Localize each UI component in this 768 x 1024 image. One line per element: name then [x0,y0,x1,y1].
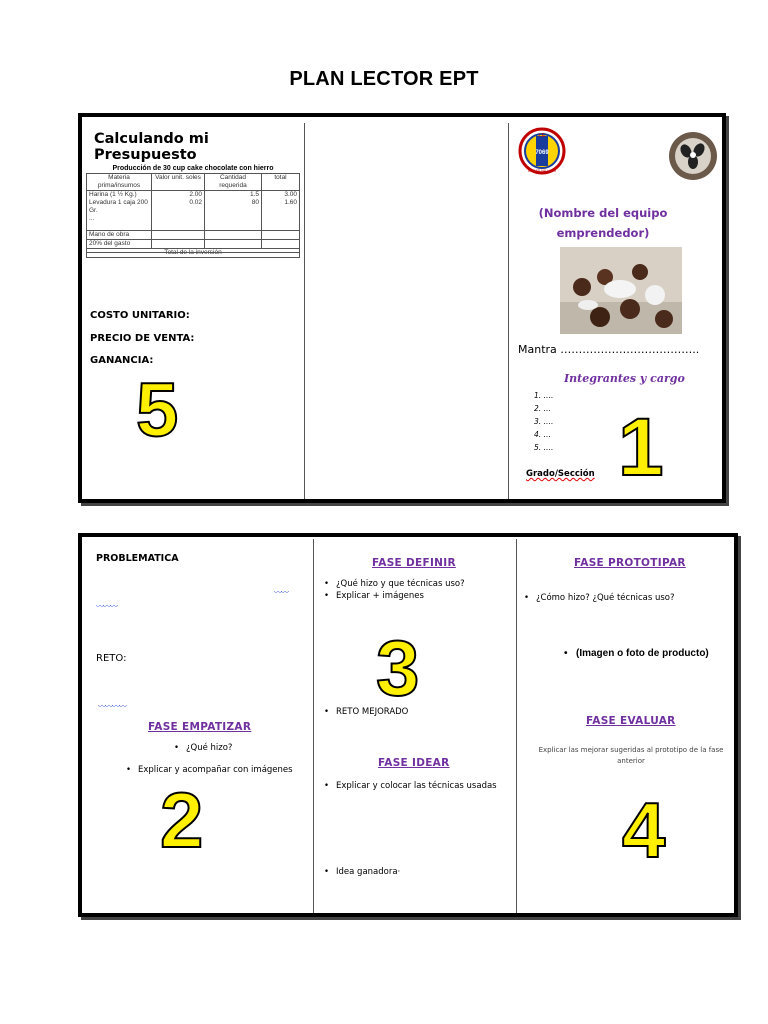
list-item: • Explicar y colocar las técnicas usadas [324,781,497,791]
budget-table [86,173,300,258]
header-materia: Materia prima/insumos [87,174,152,191]
list-item: 4. … [534,430,552,439]
number-one: 1 [618,402,664,493]
table-cell: 3.00 1.60 [262,191,300,231]
reto-mejorado: • RETO MEJORADO [324,707,408,717]
problem-label: PROBLEMATICA [96,553,179,564]
svg-text:I.E: I.E [538,133,546,139]
list-item: 1. …. [534,391,554,400]
table-cell: Mano de obra [87,231,152,240]
idear-title: FASE IDEAR [378,757,450,769]
table-cell: 20% del gasto [87,240,152,249]
product-photo [560,247,682,334]
list-item: • ¿Qué hizo y que técnicas uso? [324,579,465,589]
emprendimiento-logo [668,131,718,181]
table-cell: Harina (1 ½ Kg.) Levadura 1 caja 200 Gr. ... [87,191,152,231]
budget-subtitle: Producción de 30 cup cake chocolate con hierro [112,165,274,172]
grade-label: Grado/Sección [526,469,595,479]
reto-label: RETO: [96,653,127,664]
evaluar-title: FASE EVALUAR [586,715,676,727]
prototipar-title: FASE PROTOTIPAR [574,557,686,569]
team-name: (Nombre del equipo emprendedor) [538,206,668,240]
definir-title: FASE DEFINIR [372,557,456,569]
number-two: 2 [160,776,204,864]
list-item: 3. …. [534,417,554,426]
evaluar-text: Explicar las mejorar sugeridas al prototipo de la fase anterior [538,746,724,765]
idea-ganadora: • Idea ganadora· [324,867,400,877]
list-item: • Explicar + imágenes [324,591,424,601]
page-title: PLAN LECTOR EPT [289,68,479,90]
precio-venta-label: PRECIO DE VENTA: [90,333,195,344]
imagen-producto: • (Imagen o foto de producto) [564,648,709,659]
budget-title: Calculando mi Presupuesto [94,131,209,163]
table-cell: 1.5 80 [205,191,262,231]
school-logo [518,127,566,175]
top-panel [78,113,726,503]
list-item: 2. … [534,404,552,413]
total-row: Total de la inversión [87,249,300,258]
svg-text:CESAR VALLEJO: CESAR VALLEJO [527,169,557,173]
svg-text:7069: 7069 [535,150,549,156]
number-three: 3 [376,624,420,712]
budget-section [86,131,300,258]
list-item: • ¿Qué hizo? [174,743,232,753]
list-item: • ¿Cómo hizo? ¿Qué técnicas uso? [524,593,675,603]
spell-mark: 〰〰 [274,588,288,597]
mantra-text: Mantra ……………………………….. [518,343,700,356]
list-item: • Explicar y acompañar con imágenes [126,765,293,775]
ganancia-label: GANANCIA: [90,355,154,366]
header-valor: Valor unit. soles [152,174,205,191]
costo-unitario-label: COSTO UNITARIO: [90,310,190,321]
members-title: Integrantes y cargo [564,372,685,385]
number-four: 4 [622,786,666,874]
header-cantidad: Cantidad requerida [205,174,262,191]
bottom-panel [78,533,738,917]
spell-mark: 〰〰〰〰 [98,702,126,711]
list-item: 5. …. [534,443,554,452]
header-total: total [262,174,300,191]
members-list [534,389,553,454]
spell-mark: 〰〰〰 [96,602,117,611]
table-cell: 2.00 0.02 [152,191,205,231]
number-five: 5 [136,368,179,453]
empatizar-title: FASE EMPATIZAR [148,721,252,733]
